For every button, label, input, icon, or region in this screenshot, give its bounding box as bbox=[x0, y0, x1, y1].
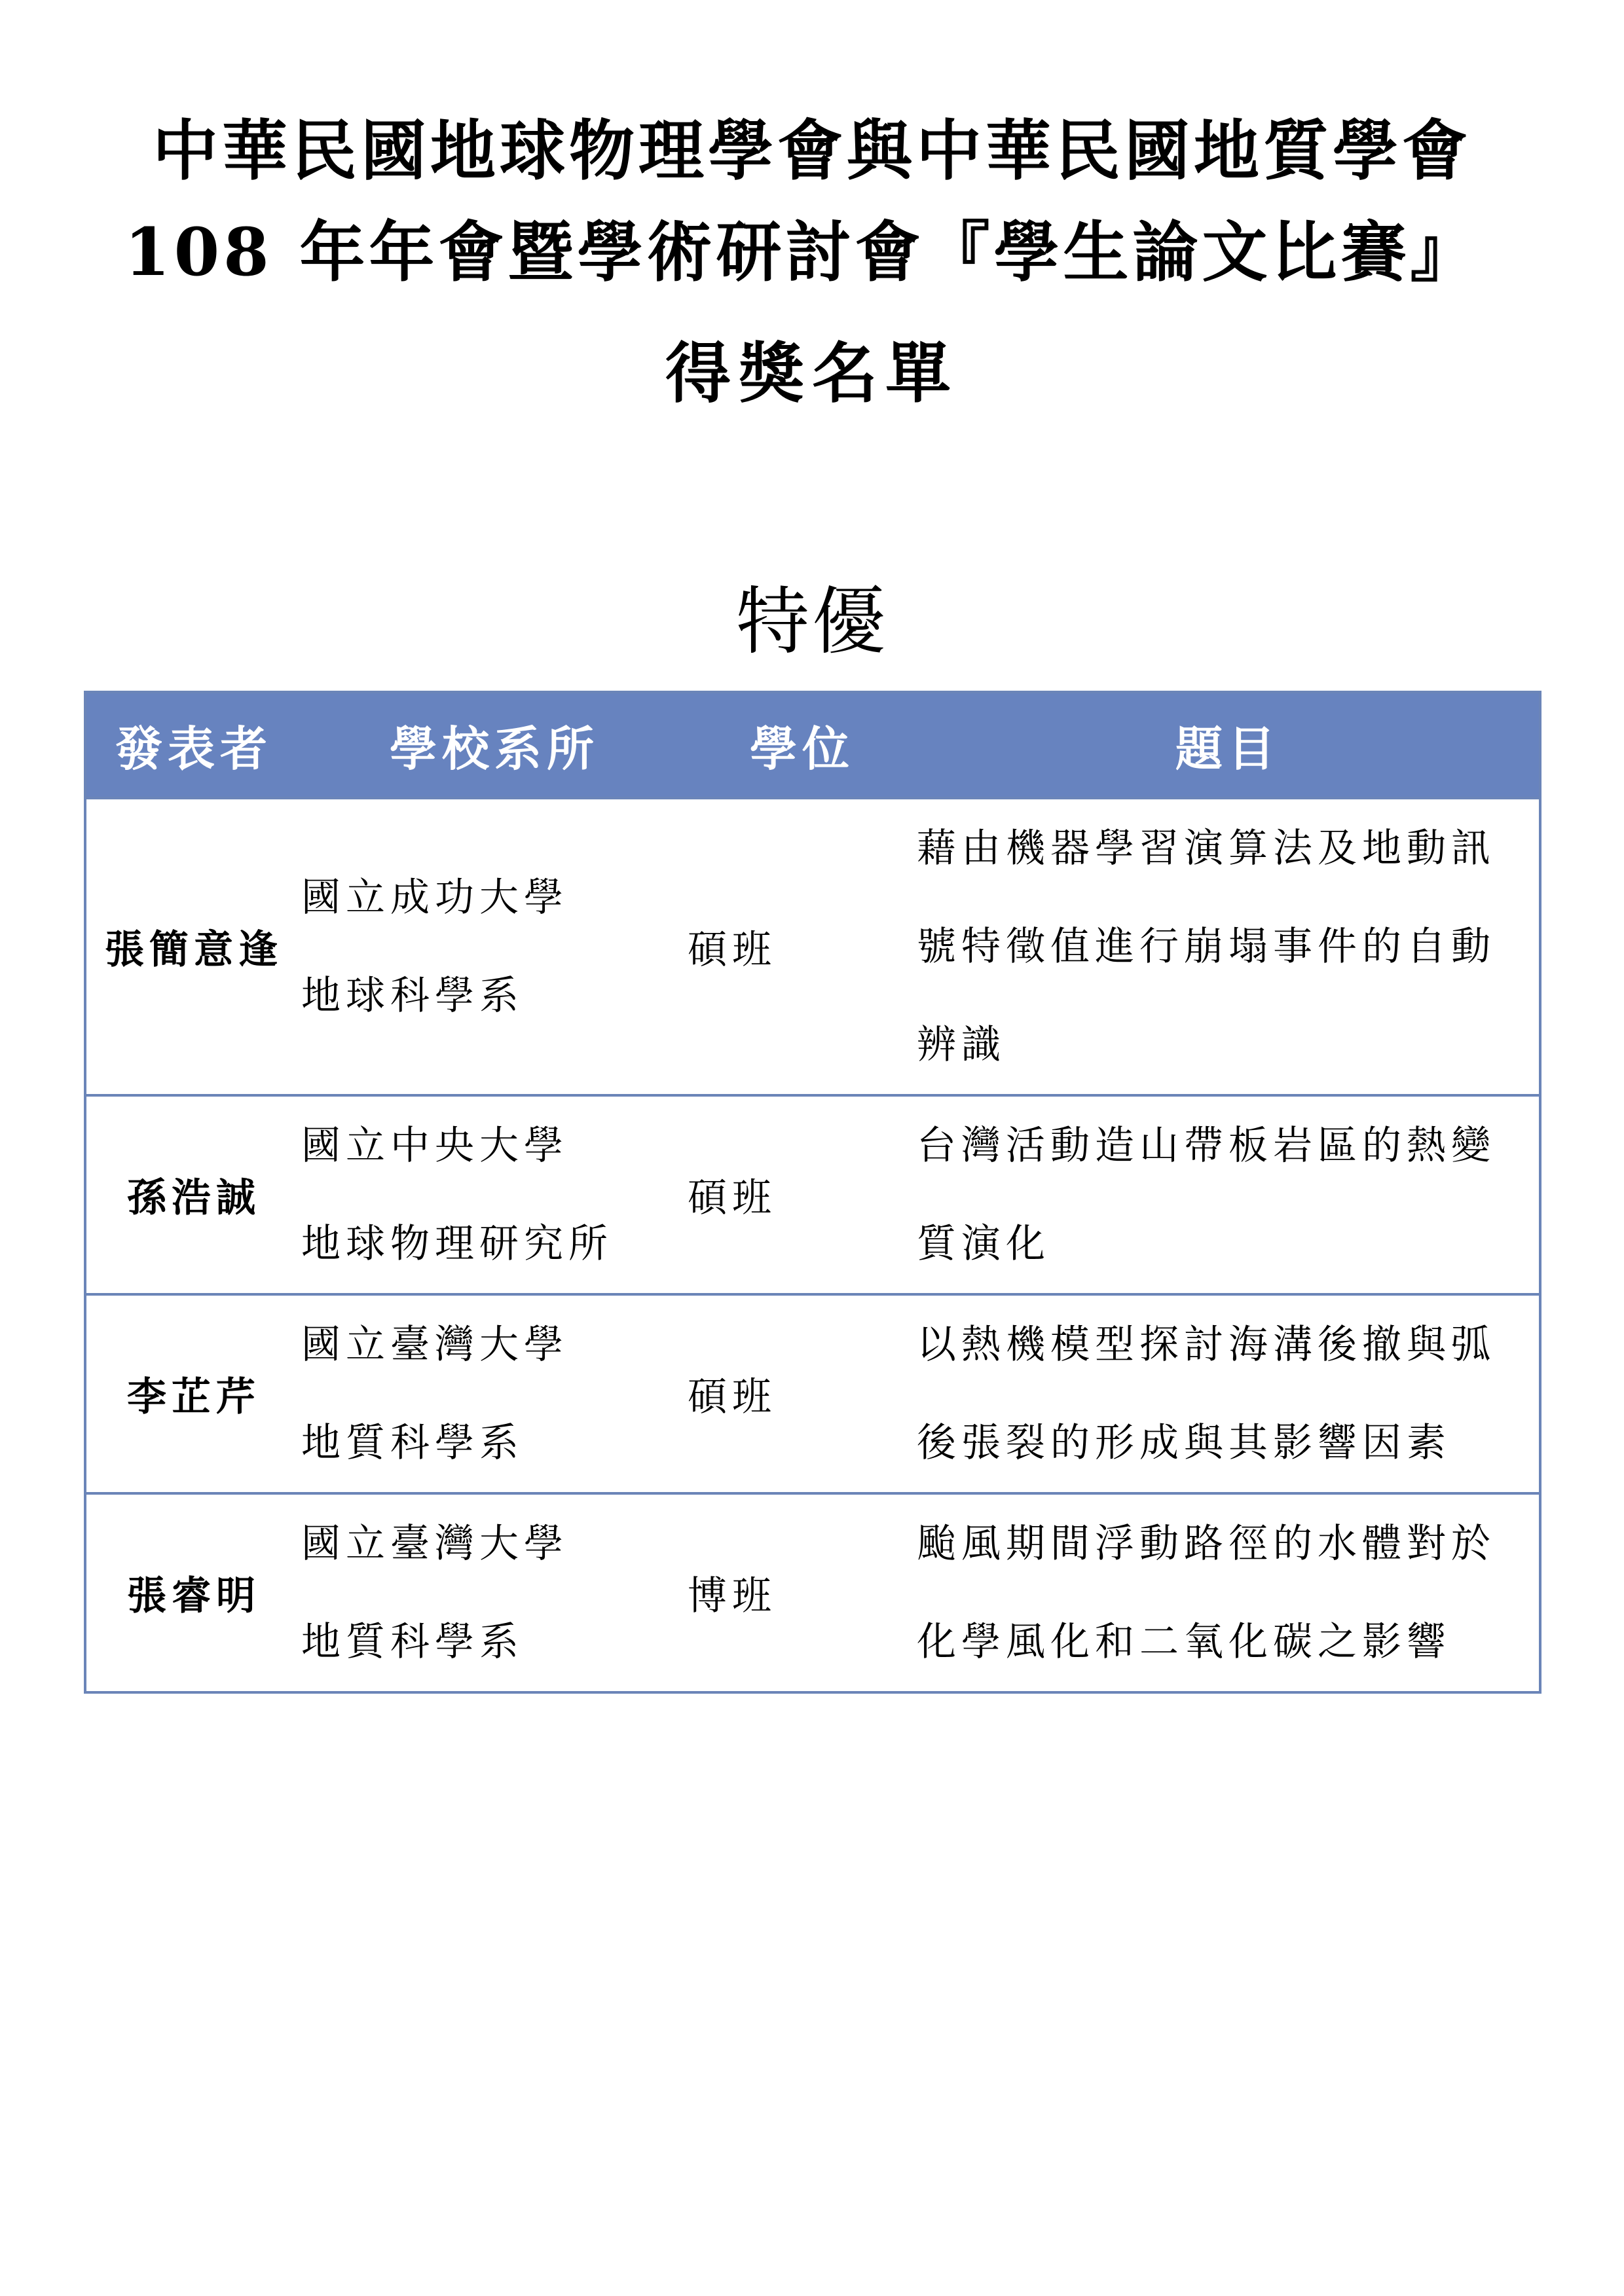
school-name: 國立臺灣大學 bbox=[301, 1322, 568, 1368]
school-name: 國立臺灣大學 bbox=[301, 1521, 568, 1567]
presenter-cell: 孫浩誠 bbox=[85, 1095, 301, 1294]
table-row bbox=[85, 1095, 1540, 1294]
degree-cell: 博班 bbox=[688, 1493, 917, 1692]
column-header-presenter: 發表者 bbox=[85, 692, 301, 798]
topic-cell: 以熱機模型探討海溝後撤與弧後張裂的形成與其影響因素 bbox=[917, 1294, 1540, 1493]
topic-cell: 台灣活動造山帶板岩區的熱變質演化 bbox=[917, 1095, 1540, 1294]
column-header-topic: 題目 bbox=[917, 692, 1540, 798]
presenter-cell: 張簡意逢 bbox=[85, 798, 301, 1095]
table-header-row bbox=[85, 692, 1540, 798]
awards-table bbox=[84, 691, 1541, 1694]
column-header-degree: 學位 bbox=[688, 692, 917, 798]
presenter-cell: 張睿明 bbox=[85, 1493, 301, 1692]
school-cell bbox=[301, 1493, 688, 1692]
topic-cell: 颱風期間浮動路徑的水體對於化學風化和二氧化碳之影響 bbox=[917, 1493, 1540, 1692]
column-header-school: 學校系所 bbox=[301, 692, 688, 798]
title-line-3: 得獎名單 bbox=[665, 335, 959, 412]
department-name: 地球科學系 bbox=[301, 973, 524, 1019]
table-row bbox=[85, 798, 1540, 1095]
department-name: 地球物理研究所 bbox=[301, 1221, 613, 1267]
section-title: 特優 bbox=[736, 579, 888, 665]
table-row bbox=[85, 1493, 1540, 1692]
title-line-2: 108 年年會暨學術研討會『學生論文比賽』 bbox=[124, 213, 1480, 291]
degree-cell: 碩班 bbox=[688, 1095, 917, 1294]
topic-cell: 藉由機器學習演算法及地動訊號特徵值進行崩塌事件的自動辨識 bbox=[917, 798, 1540, 1095]
school-name: 國立成功大學 bbox=[301, 875, 568, 920]
presenter-cell: 李芷芹 bbox=[85, 1294, 301, 1493]
department-name: 地質科學系 bbox=[301, 1619, 524, 1665]
school-name: 國立中央大學 bbox=[301, 1123, 568, 1169]
school-cell bbox=[301, 1095, 688, 1294]
degree-cell: 碩班 bbox=[688, 1294, 917, 1493]
title-line-1: 中華民國地球物理學會與中華民國地質學會 bbox=[153, 112, 1471, 189]
school-cell bbox=[301, 798, 688, 1095]
department-name: 地質科學系 bbox=[301, 1420, 524, 1466]
school-cell bbox=[301, 1294, 688, 1493]
degree-cell: 碩班 bbox=[688, 798, 917, 1095]
table-row bbox=[85, 1294, 1540, 1493]
